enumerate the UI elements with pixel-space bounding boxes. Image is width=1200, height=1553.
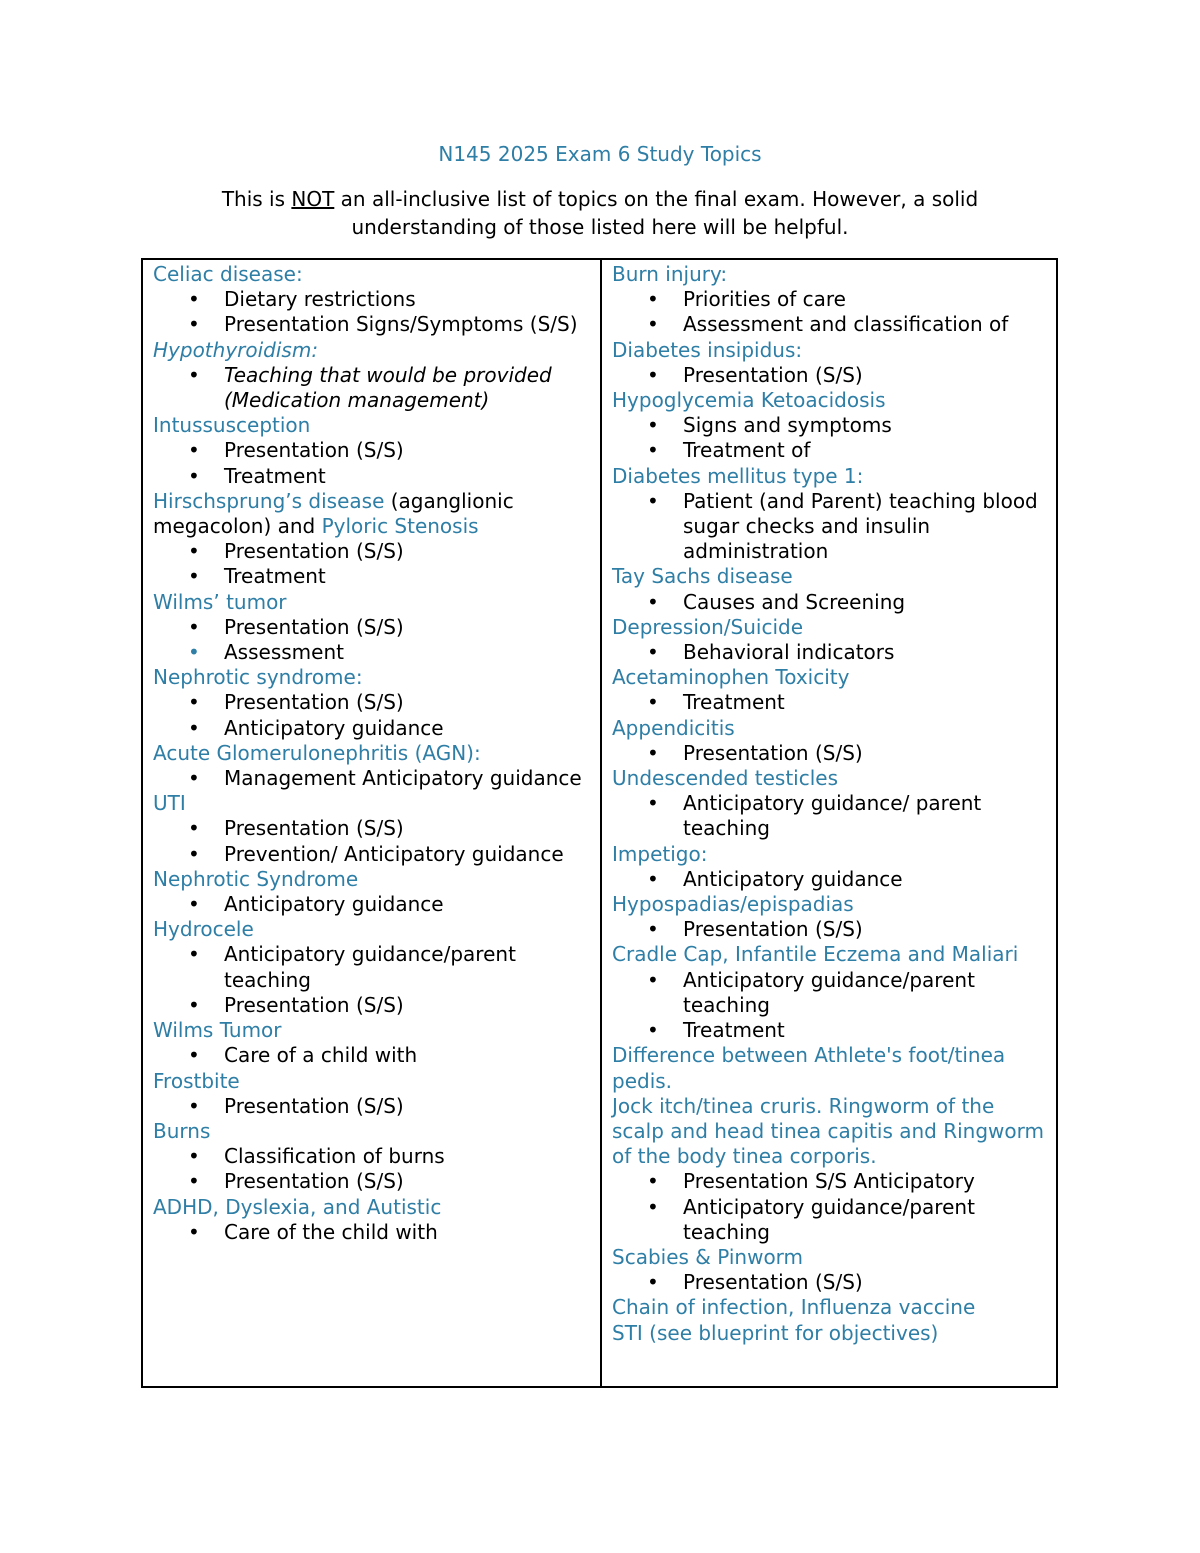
list-item: • Presentation (S/S) (224, 690, 594, 715)
list-item: • Teaching that would be provided (Medication management) (224, 363, 594, 413)
topic-heading: Undescended testicles (612, 766, 839, 791)
list-item: • Presentation (S/S) (683, 363, 1050, 388)
topic-heading: Intussusception (153, 413, 311, 438)
list-item: • Presentation (S/S) (683, 917, 1050, 942)
list-item: • Presentation (S/S) (224, 539, 594, 564)
list-item: • Anticipatory guidance/parent teaching (224, 942, 594, 992)
topic-heading: Difference between Athlete's foot/tinea pedis. (612, 1043, 1006, 1093)
list-item: • Care of the child with (224, 1220, 594, 1245)
topic-heading: Tay Sachs disease (612, 564, 793, 589)
topic-heading: Acetaminophen Toxicity (612, 665, 850, 690)
topic-list (612, 413, 1050, 463)
list-item: • Anticipatory guidance (224, 716, 594, 741)
page-title: N145 2025 Exam 6 Study Topics (438, 142, 762, 166)
topic-list (153, 892, 594, 917)
list-item: • Anticipatory guidance (224, 892, 594, 917)
topic-list (612, 1169, 1050, 1245)
topic-list (612, 640, 1050, 665)
topic-list (153, 690, 594, 740)
topic-heading: Cradle Cap, Infantile Eczema and Maliari (612, 942, 1019, 967)
topic-heading: Acute Glomerulonephritis (AGN): (153, 740, 481, 765)
topic-heading: Scabies & Pinworm (612, 1244, 804, 1269)
list-item: • Treatment of (683, 438, 1050, 463)
topic-heading: Frostbite (153, 1068, 240, 1093)
list-item: • Causes and Screening (683, 590, 1050, 615)
list-item: • Care of a child with (224, 1043, 594, 1068)
topic-list (153, 615, 594, 665)
topic-heading: Hydrocele (153, 917, 254, 942)
list-item: • Anticipatory guidance/parent teaching (683, 1195, 1050, 1245)
topic-list (153, 438, 594, 488)
topic-list (612, 287, 1050, 337)
list-item: • Treatment (224, 464, 594, 489)
list-item: • Anticipatory guidance (683, 867, 1050, 892)
topic-heading: Celiac disease: (153, 262, 303, 286)
list-item: • Presentation S/S Anticipatory (683, 1169, 1050, 1194)
topic-list (612, 917, 1050, 942)
topic-heading (153, 489, 594, 539)
topic-heading: Burn injury: (612, 262, 728, 286)
topic-list (612, 1270, 1050, 1295)
list-item: • Assessment and classification of (683, 312, 1050, 337)
topic-list (612, 489, 1050, 565)
topic-heading-part: Hirschsprung’s disease (153, 488, 385, 513)
topic-heading-part: (aganglionic megacolon) and (153, 488, 514, 539)
topic-list (612, 690, 1050, 715)
list-item: • Treatment (683, 690, 1050, 715)
list-item: • Assessment (224, 640, 594, 665)
topic-list (153, 1144, 594, 1194)
topic-heading: Hypospadias/epispadias (612, 892, 854, 917)
topic-list (153, 766, 594, 791)
list-item: • Presentation (S/S) (224, 615, 594, 640)
topic-list (153, 1220, 594, 1245)
list-item: • Presentation (S/S) (224, 993, 594, 1018)
list-item: • Priorities of care (683, 287, 1050, 312)
list-item: • Presentation Signs/Symptoms (S/S) (224, 312, 594, 337)
list-item: • Presentation (S/S) (224, 438, 594, 463)
topic-list (153, 816, 594, 866)
list-item: • Presentation (S/S) (683, 741, 1050, 766)
list-item: • Anticipatory guidance/parent teaching (683, 968, 1050, 1018)
list-item: • Anticipatory guidance/ parent teaching (683, 791, 1050, 841)
intro-paragraph (170, 185, 1030, 241)
intro-emphasis: NOT (291, 187, 335, 211)
list-item: • Presentation (S/S) (224, 1094, 594, 1119)
topic-list (612, 363, 1050, 388)
topic-heading: Wilms’ tumor (153, 589, 287, 614)
list-item: • Presentation (S/S) (683, 1270, 1050, 1295)
topic-heading: Jock itch/tinea cruris. Ringworm of the scalp and head tinea capitis and Ringworm of the body tinea corporis. (612, 1093, 1044, 1169)
list-item: • Dietary restrictions (224, 287, 594, 312)
left-column (143, 260, 602, 1386)
list-item: • Prevention/ Anticipatory guidance (224, 842, 594, 867)
list-item: • Presentation (S/S) (224, 1169, 594, 1194)
topic-heading: Impetigo: (612, 841, 708, 866)
intro-after: an all-inclusive list of topics on the final exam. However, a solid understanding of those listed here will be helpful. (334, 187, 979, 239)
topic-heading: Hypoglycemia Ketoacidosis (612, 388, 886, 413)
topic-list (612, 741, 1050, 766)
intro-before: This is (221, 187, 292, 211)
topic-heading: UTI (153, 791, 186, 816)
list-item: • Signs and symptoms (683, 413, 1050, 438)
right-column (602, 260, 1056, 1386)
list-item: • Management Anticipatory guidance (224, 766, 594, 791)
topic-heading: Diabetes mellitus type 1: (612, 463, 864, 488)
topic-heading-part: Pyloric Stenosis (321, 514, 479, 539)
topic-heading: Appendicitis (612, 715, 735, 740)
list-item: • Presentation (S/S) (224, 816, 594, 841)
topic-heading: Diabetes insipidus: (612, 337, 803, 362)
topic-list (612, 968, 1050, 1044)
topic-heading: STI (see blueprint for objectives) (612, 1320, 939, 1345)
topic-list (153, 1094, 594, 1119)
list-item: • Treatment (683, 1018, 1050, 1043)
list-item: • Patient (and Parent) teaching blood sugar checks and insulin administration (683, 489, 1050, 565)
topic-heading: Hypothyroidism: (153, 337, 319, 362)
topic-list (612, 590, 1050, 615)
list-item: • Treatment (224, 564, 594, 589)
topic-list (153, 539, 594, 589)
topic-heading: Chain of infection, Influenza vaccine (612, 1295, 976, 1320)
topic-heading: Depression/Suicide (612, 614, 804, 639)
list-item: • Classification of burns (224, 1144, 594, 1169)
topics-table (141, 258, 1058, 1388)
topic-list (612, 791, 1050, 841)
topic-list (153, 942, 594, 1018)
topic-list (153, 1043, 594, 1068)
topic-heading: Burns (153, 1118, 211, 1143)
topic-list (612, 867, 1050, 892)
topic-heading: Wilms Tumor (153, 1018, 282, 1043)
topic-list (153, 363, 594, 413)
list-item: • Behavioral indicators (683, 640, 1050, 665)
topic-heading: Nephrotic Syndrome (153, 866, 359, 891)
topic-heading: ADHD, Dyslexia, and Autistic (153, 1194, 442, 1219)
topic-list (153, 287, 594, 337)
topic-heading: Nephrotic syndrome: (153, 665, 363, 690)
